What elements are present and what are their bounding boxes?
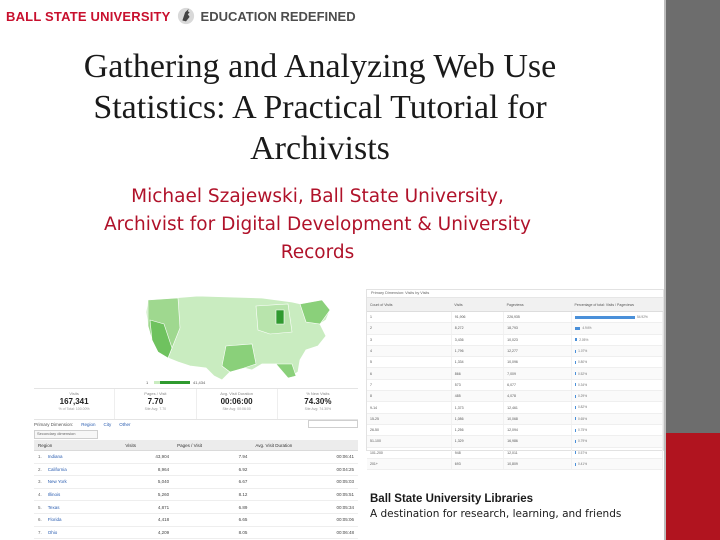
dimension-option-region[interactable]: Region [81,421,96,427]
percentage-bar [575,361,576,364]
percentage-bar [575,395,576,398]
cell-visits: 1,329 [451,436,503,447]
cell-visits: 5,260 [121,488,173,501]
cell-percentage [572,368,663,379]
percentage-bar [575,338,577,341]
cell-percentage [572,334,663,345]
cell-percentage [572,345,663,356]
cell-avg-duration: 00:06:41 [251,451,358,464]
cell-percentage [572,436,663,447]
region-link[interactable]: Illinois [47,492,61,498]
cell-visits: 43,904 [121,451,173,464]
percentage-bar [575,316,635,319]
row-index: 1. [38,454,42,460]
map-scale-min-swatch [154,381,160,384]
metric-pages-per-visit [115,389,196,419]
table-row [367,391,663,402]
percentage-label: 0.52% [578,371,588,376]
col-visits[interactable]: Visits [121,440,173,451]
row-index: 2. [38,466,42,472]
table-row [367,413,663,424]
table-row [34,463,358,476]
dimension-option-city[interactable]: City [103,421,112,427]
cell-percentage [572,458,663,469]
region-link[interactable]: Indiana [47,454,63,460]
cell-visits: 1,334 [451,357,503,368]
percentage-label: 0.80% [578,360,588,365]
percentage-bar [575,417,576,420]
cell-pageviews: 12,277 [504,345,572,356]
cell-visits: 8,272 [451,323,503,334]
percentage-label: 2.05% [579,337,589,342]
col-avg-duration[interactable]: Avg. Visit Duration [251,440,358,451]
table-row [34,501,358,514]
cell-pages-per-visit: 8.05 [173,526,251,539]
region-link[interactable]: Florida [47,517,62,523]
cell-count: 8 [367,391,451,402]
library-tagline: A destination for research, learning, and friends [370,508,622,520]
percentage-label: 0.41% [578,462,588,467]
visit-frequency-table [367,298,663,470]
cell-pageviews: 6,077 [504,379,572,390]
percentage-bar [575,451,576,454]
percentage-bar [575,440,576,443]
metric-label: Visits [69,391,79,396]
metric-value: 7.70 [147,397,164,406]
cell-count: 7 [367,379,451,390]
metric-value: 167,341 [59,397,89,406]
cell-visits: 1,086 [451,413,503,424]
cell-pageviews: 10,809 [504,458,572,469]
map-scale-min: 1 [146,380,149,385]
row-index: 4. [38,492,42,498]
metric-label: Pages / Visit [144,391,167,396]
map-scale-bar [160,381,190,384]
visit-frequency-screenshot [366,289,664,467]
cell-count: 5 [367,357,451,368]
table-row [367,436,663,447]
cell-pageviews: 10,096 [504,357,572,368]
cell-count: 2 [367,323,451,334]
region-midwest [256,304,292,334]
col-count-of-visits: Count of Visits [367,298,451,312]
cell-pageviews: 18,793 [504,323,572,334]
cell-percentage [572,413,663,424]
cell-pageviews: 10,023 [504,334,572,345]
percentage-bar [575,350,576,353]
cell-avg-duration: 00:05:06 [251,513,358,526]
percentage-label: 0.29% [578,394,588,399]
cell-pageviews: 16,986 [504,436,572,447]
table-row [367,447,663,458]
cell-percentage [572,391,663,402]
cell-percentage [572,323,663,334]
row-index: 3. [38,479,42,485]
metric-sub: Site Avg: 7.70 [144,407,167,411]
cell-pages-per-visit: 8.12 [173,488,251,501]
cell-percentage [572,379,663,390]
cell-pageviews: 12,461 [504,402,572,413]
library-name: Ball State University Libraries [370,493,533,505]
cell-visits: 1,256 [451,424,503,435]
metric-visits [34,389,115,419]
row-index: 6. [38,517,42,523]
cell-count: 1 [367,312,451,323]
region-florida [276,364,296,378]
cell-pageviews: 12,011 [504,447,572,458]
cell-percentage [572,402,663,413]
cell-pageviews: 4,078 [504,391,572,402]
percentage-bar [575,463,576,466]
row-index: 5. [38,504,42,510]
cell-visits: 8,964 [121,463,173,476]
percentage-label: 0.57% [578,450,588,455]
cell-region[interactable] [34,463,121,476]
slide-title: Gathering and Analyzing Web Use Statistics: A Practical Tutorial for Archivists [83,48,557,167]
table-row [34,526,358,539]
cell-visits: 948 [451,447,503,458]
cell-region[interactable] [34,488,121,501]
table-row [367,424,663,435]
cell-pageviews: 12,094 [504,424,572,435]
cell-avg-duration: 00:05:51 [251,488,358,501]
metric-sub: Site Avg: 00:06:00 [222,407,251,411]
cell-region[interactable] [34,476,121,489]
percentage-label: 54.92% [637,315,648,320]
percentage-bar [575,372,576,375]
table-row [367,345,663,356]
table-search-input[interactable] [308,420,358,428]
table-row [367,323,663,334]
table-row [34,513,358,526]
cell-count: 9-14 [367,402,451,413]
region-link[interactable]: New York [47,479,67,485]
region-table [34,440,358,539]
cell-percentage [572,357,663,368]
metric-value: 00:06:00 [220,397,253,406]
metric-sub: Site Avg: 74.30% [304,407,332,411]
table-row [367,357,663,368]
brand-name: BALL STATE UNIVERSITY [6,8,171,24]
metric-sub: % of Total: 100.00% [58,407,90,411]
cell-pageviews: 226,935 [504,312,572,323]
analytics-dashboard-screenshot [30,280,358,535]
cell-pages-per-visit: 7.94 [173,451,251,464]
dimension-label: Primary Dimension: [34,421,74,427]
col-pages-per-visit[interactable]: Pages / Visit [173,440,251,451]
metric-visit-duration [197,389,278,419]
cell-count: 4 [367,345,451,356]
col-pageviews: Pageviews [504,298,572,312]
region-link[interactable]: Texas [47,504,60,510]
metric-label: % New Visits [306,391,330,396]
cell-pages-per-visit: 6.92 [173,463,251,476]
metric-value: 74.30% [304,397,332,406]
table-row [367,379,663,390]
summary-metrics [34,388,358,420]
table-header-row [34,440,358,451]
cell-pages-per-visit: 6.67 [173,476,251,489]
table-header-row [367,298,663,312]
cell-visits: 3,436 [451,334,503,345]
brand-tagline: EDUCATION REDEFINED [200,8,356,24]
cell-pageviews: 10,068 [504,413,572,424]
percentage-label: 0.79% [578,439,588,444]
cell-count: 26-50 [367,424,451,435]
cell-avg-duration: 00:05:34 [251,501,358,514]
percentage-bar [575,383,576,386]
cell-count: 3 [367,334,451,345]
cell-visits: 4,209 [121,526,173,539]
university-logo [6,6,356,26]
cell-visits: 485 [451,391,503,402]
percentage-bar [575,327,580,330]
region-link[interactable]: California [47,466,67,472]
percentage-label: 1.07% [578,349,588,354]
map-scale-max: 41,434 [193,380,206,385]
metric-new-visits [278,389,358,419]
dimension-option-other[interactable]: Other [119,421,131,427]
cell-pageviews: 7,009 [504,368,572,379]
table-row [367,402,663,413]
col-visits: Visits [451,298,503,312]
cell-count: 6 [367,368,451,379]
table-row [34,476,358,489]
table-row [367,368,663,379]
percentage-label: 0.75% [578,428,588,433]
cell-region[interactable] [34,501,121,514]
cell-percentage [572,312,663,323]
cell-visits: 573 [451,379,503,390]
row-index: 7. [38,529,42,535]
col-percentage: Percentage of total: Visits / Pageviews [572,298,663,312]
cell-visits: 1,796 [451,345,503,356]
cell-region[interactable] [34,513,121,526]
us-visits-map [30,280,358,388]
cell-visits: 693 [451,458,503,469]
cell-visits: 1,373 [451,402,503,413]
percentage-label: 0.34% [578,382,588,387]
table-row [367,334,663,345]
percentage-bar [575,406,576,409]
cell-visits: 4,418 [121,513,173,526]
cell-count: 15-25 [367,413,451,424]
cell-visits: 5,040 [121,476,173,489]
cell-visits: 866 [451,368,503,379]
cell-count: 51-100 [367,436,451,447]
table-row [367,312,663,323]
cell-visits: 4,871 [121,501,173,514]
cell-region[interactable] [34,451,121,464]
slide-subtitle: Michael Szajewski, Ball State University, Archivist for Digital Development & University Records [104,186,531,263]
percentage-label: 0.82% [578,405,588,410]
table-row [34,451,358,464]
cell-region[interactable] [34,526,121,539]
cell-pages-per-visit: 6.65 [173,513,251,526]
cell-percentage [572,424,663,435]
region-link[interactable]: Ohio [47,529,58,535]
cell-avg-duration: 00:06:48 [251,526,358,539]
cell-percentage [572,447,663,458]
rtable-caption: Primary Dimension: Visits by Visits [367,290,663,298]
side-rail-accent [666,433,720,540]
cell-pages-per-visit: 6.89 [173,501,251,514]
secondary-dimension-select[interactable]: Secondary dimension [34,430,98,439]
region-indiana [276,310,284,324]
col-region[interactable]: Region [34,440,121,451]
percentage-label: 0.65% [578,416,588,421]
primary-dimension-bar [34,420,358,428]
percentage-bar [575,429,576,432]
table-row [367,458,663,469]
metric-label: Avg. Visit Duration [220,391,253,396]
cell-avg-duration: 00:04:25 [251,463,358,476]
table-row [34,488,358,501]
cardinal-icon [177,7,195,25]
cell-avg-duration: 00:05:03 [251,476,358,489]
cell-count: 101-200 [367,447,451,458]
cell-count: 201+ [367,458,451,469]
percentage-label: 4.94% [582,326,592,331]
cell-visits: 91,906 [451,312,503,323]
